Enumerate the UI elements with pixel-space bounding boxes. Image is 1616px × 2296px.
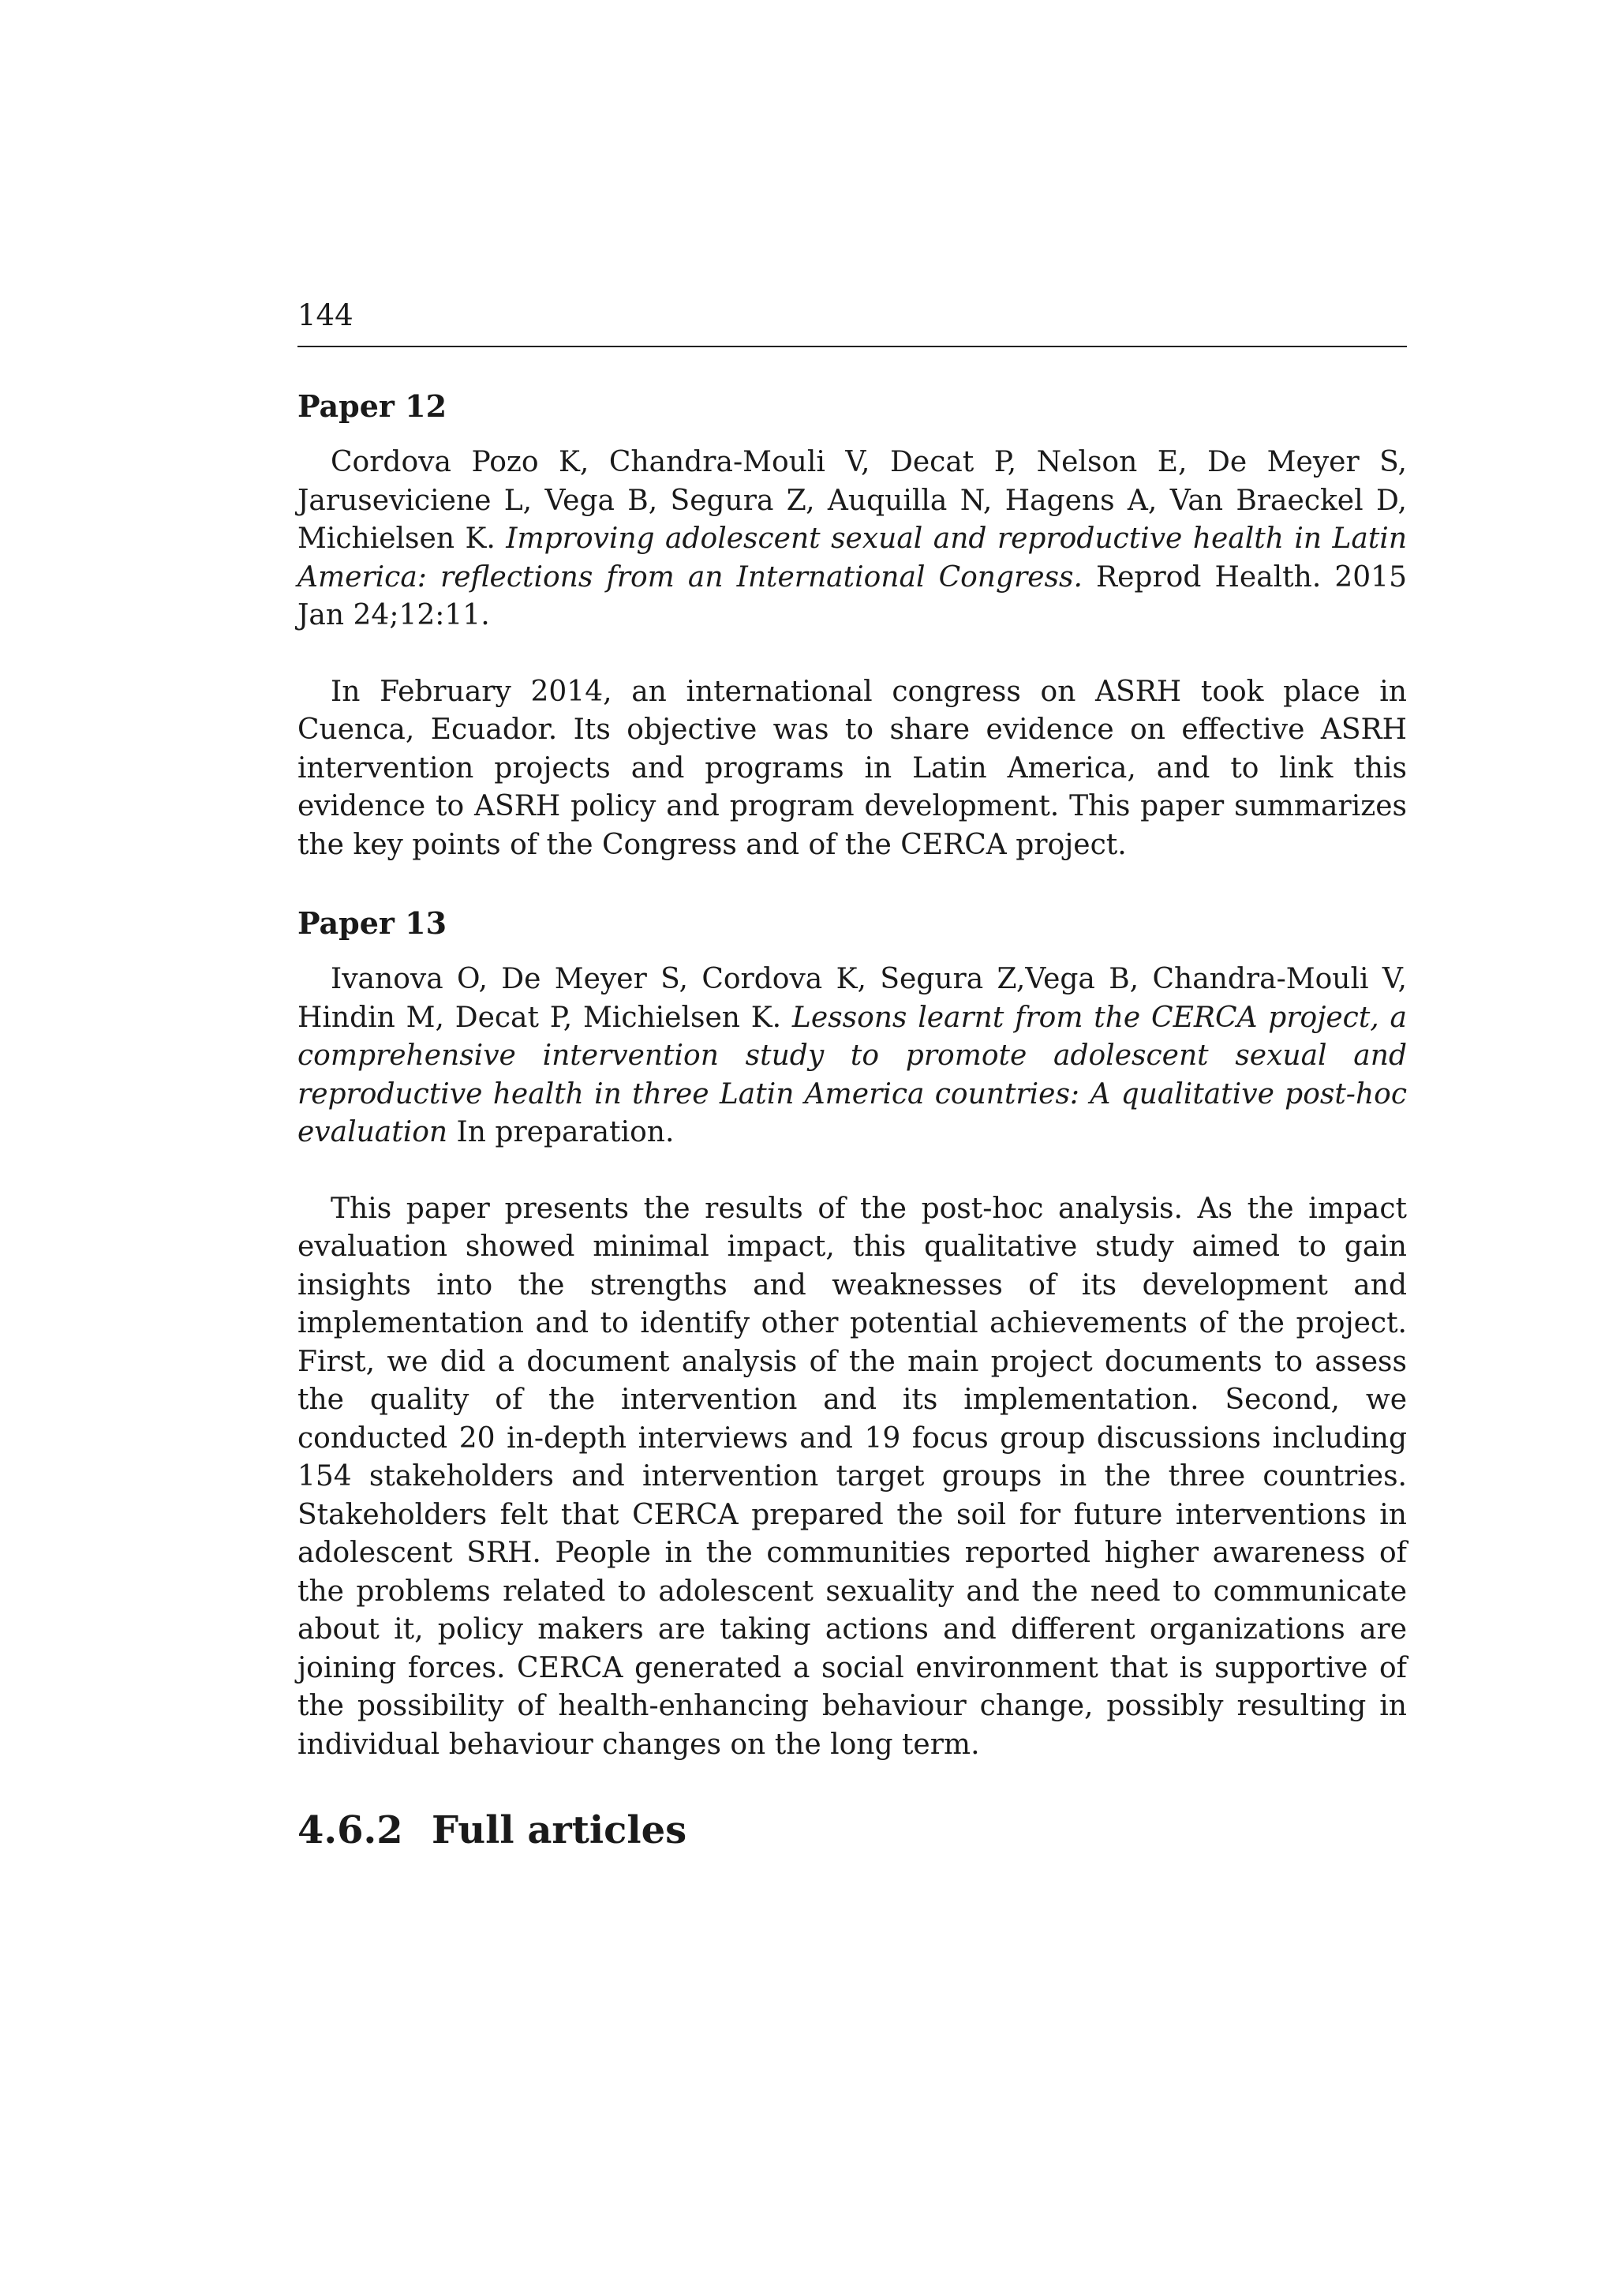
citation-title: Improving adolescent sexual and reproductive health in Latin America: reflections from an International Congress. xyxy=(297,522,1407,594)
citation-title: Lessons learnt from the CERCA project, a comprehensive intervention study to promote adolescent sexual and reproductive health in three Latin America countries: A qualitative post-hoc evaluation xyxy=(297,1001,1408,1148)
citation-authors: Ivanova O, De Meyer S, Cordova K, Segura Z,Vega B, Chandra-Mouli V, Hindin M, Decat P, Michielsen K. xyxy=(297,963,1407,1034)
citation-source: In preparation. xyxy=(447,1116,675,1148)
running-head xyxy=(297,297,1407,347)
paper-abstract: This paper presents the results of the post-hoc analysis. As the impact evaluation showed minimal impact, this qualitative study aimed to gain insights into the strengths and weaknesses of its development and implementation and to identify other potential achievements of the project. First, we did a document analysis of the main project documents to assess the quality of the intervention and its implementation. Second, we conducted 20 in-depth interviews and 19 focus group discussions including 154 stakeholders and intervention target groups in the three countries. Stakeholders felt that CERCA prepared the soil for future interventions in adolescent SRH. People in the communities reported higher awareness of the problems related to adolescent sexuality and the need to communicate about it, policy makers are taking actions and different organizations are joining forces. CERCA generated a social environment that is supportive of the possibility of health-enhancing behaviour change, possibly resulting in individual behaviour changes on the long term. xyxy=(297,1192,1407,1761)
paper-citation xyxy=(297,961,1407,1152)
document-page xyxy=(297,297,1407,1854)
section-heading xyxy=(297,1807,1407,1854)
section-number: 4.6.2 xyxy=(297,1808,403,1852)
paper-13-entry xyxy=(297,904,1407,1764)
paper-abstract: In February 2014, an international congress on ASRH took place in Cuenca, Ecuador. Its objective was to share evidence on effective ASRH intervention projects and programs in Latin America, and to link this evidence to ASRH policy and program development. This paper summarizes the key points of the Congress and of the CERCA project. xyxy=(297,675,1407,861)
section-title: Full articles xyxy=(432,1808,687,1852)
citation-authors: Cordova Pozo K, Chandra-Mouli V, Decat P, Nelson E, De Meyer S, Jaruseviciene L, Vega B, Segura Z, Auquilla N, Hagens A, Van Braeckel D, Michielsen K. xyxy=(297,446,1407,555)
page-number: 144 xyxy=(297,298,354,332)
paper-citation xyxy=(297,444,1407,635)
paper-heading: Paper 12 xyxy=(297,388,447,424)
citation-source: Reprod Health. 2015 Jan 24;12:11. xyxy=(297,560,1407,631)
paper-heading: Paper 13 xyxy=(297,905,447,941)
paper-12-entry xyxy=(297,387,1407,864)
